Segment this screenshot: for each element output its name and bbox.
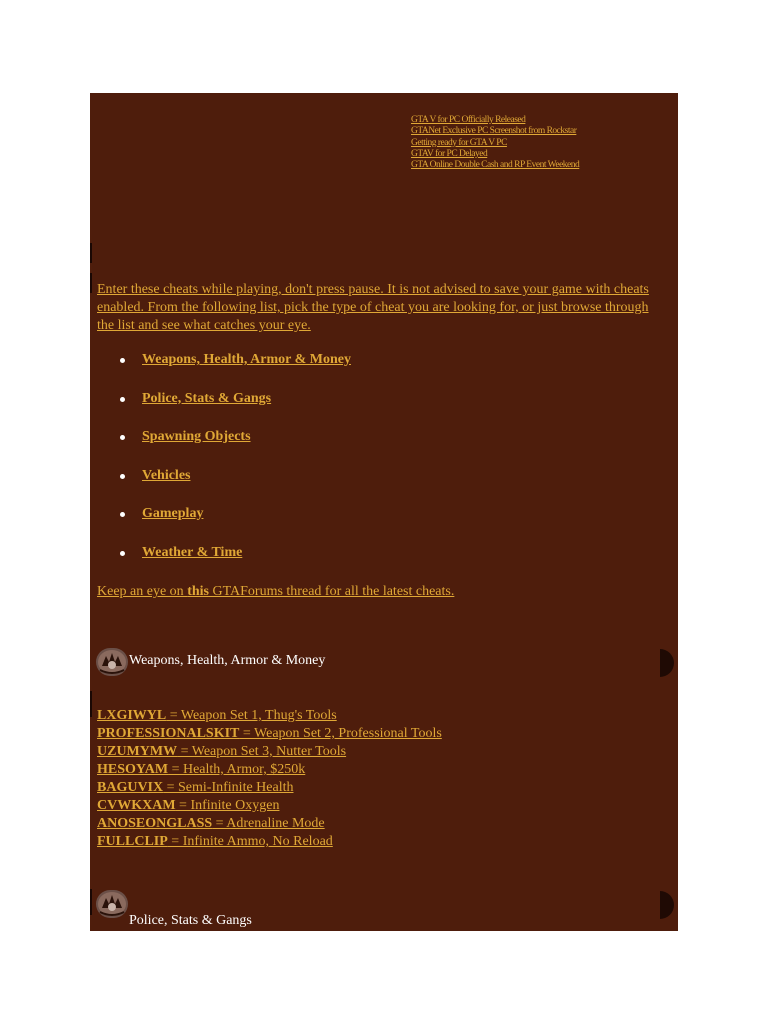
cheat-desc: = Weapon Set 1, Thug's Tools (166, 708, 337, 723)
cheat-desc: = Semi-Infinite Health (163, 780, 294, 795)
cheat-code: LXGIWYL (97, 708, 167, 723)
toc-item (97, 505, 351, 544)
bullet-icon (120, 512, 125, 517)
news-link-pc-delayed[interactable]: GTAV for PC Delayed (411, 148, 488, 159)
cheat-desc: = Adrenaline Mode (212, 816, 325, 831)
toc-link-gameplay[interactable]: Gameplay (142, 506, 204, 521)
toc-link-spawning[interactable]: Spawning Objects (142, 429, 251, 444)
edge-marker (90, 889, 92, 915)
gang-emblem-icon (96, 890, 128, 918)
gang-emblem-icon (96, 648, 128, 676)
news-links (411, 115, 579, 171)
cheat-code: BAGUVIX (97, 780, 164, 795)
cheat-row[interactable] (97, 797, 442, 815)
bullet-icon (120, 358, 125, 363)
toc-link-weapons[interactable]: Weapons, Health, Armor & Money (142, 352, 351, 367)
cheat-row[interactable] (97, 725, 442, 743)
edge-marker (90, 273, 92, 293)
toc-item (97, 351, 351, 390)
cheat-desc: = Weapon Set 2, Professional Tools (239, 726, 442, 741)
toc-item (97, 467, 351, 506)
cheat-category-list (97, 351, 351, 582)
cheat-row[interactable] (97, 707, 442, 725)
cheat-code: UZUMYMW (97, 744, 178, 759)
toc-item (97, 428, 351, 467)
bullet-icon (120, 435, 125, 440)
cheat-desc: = Infinite Oxygen (175, 798, 280, 813)
bullet-icon (120, 474, 125, 479)
section-cap-right (660, 649, 674, 677)
keep-text-bold: this (187, 584, 209, 599)
cheat-list-weapons (97, 707, 442, 851)
cheat-code: HESOYAM (97, 762, 169, 777)
cheat-code: PROFESSIONALSKIT (97, 726, 240, 741)
bullet-icon (120, 397, 125, 402)
keep-text-after: GTAForums thread for all the latest cheats. (208, 584, 455, 599)
edge-marker (90, 243, 92, 263)
news-link-double-cash[interactable]: GTA Online Double Cash and RP Event Weekend (411, 160, 580, 171)
cheat-code: ANOSEONGLASS (97, 816, 213, 831)
news-link-exclusive-screenshot[interactable]: GTANet Exclusive PC Screenshot from Rockstar (411, 126, 577, 137)
toc-item (97, 390, 351, 429)
section-title: Police, Stats & Gangs (129, 913, 252, 928)
cheat-row[interactable] (97, 743, 442, 761)
cheat-code: CVWKXAM (97, 798, 176, 813)
cheat-code: FULLCLIP (97, 834, 168, 849)
cheat-row[interactable] (97, 761, 442, 779)
bullet-icon (120, 551, 125, 556)
section-cap-right (660, 891, 674, 919)
news-link-getting-ready[interactable]: Getting ready for GTA V PC (411, 137, 507, 148)
cheat-row[interactable] (97, 833, 442, 851)
toc-link-vehicles[interactable]: Vehicles (142, 467, 191, 483)
news-link-gta-v-pc-released[interactable]: GTA V for PC Officially Released (411, 115, 526, 125)
keep-text-before: Keep an eye on (97, 584, 188, 599)
cheat-row[interactable] (97, 779, 442, 797)
cheat-desc: = Health, Armor, $250k (168, 762, 306, 777)
section-title: Weapons, Health, Armor & Money (129, 653, 326, 668)
toc-link-weather[interactable]: Weather & Time (142, 544, 243, 560)
section-heading-weapons (96, 648, 678, 678)
cheat-desc: = Infinite Ammo, No Reload (167, 834, 333, 849)
toc-link-police[interactable]: Police, Stats & Gangs (142, 390, 272, 406)
page-content (90, 93, 678, 931)
toc-item (97, 544, 351, 583)
section-heading-police (96, 890, 678, 928)
cheat-row[interactable] (97, 815, 442, 833)
intro-text[interactable]: Enter these cheats while playing, don't press pause. It is not advised to save your game with cheats enabled. From the following list, pick the type of cheat you are looking for, or just browse through the list and see what catches your eye. (97, 282, 649, 333)
cheat-desc: = Weapon Set 3, Nutter Tools (177, 744, 347, 759)
forum-thread-link[interactable] (97, 583, 454, 601)
edge-marker (90, 691, 92, 717)
